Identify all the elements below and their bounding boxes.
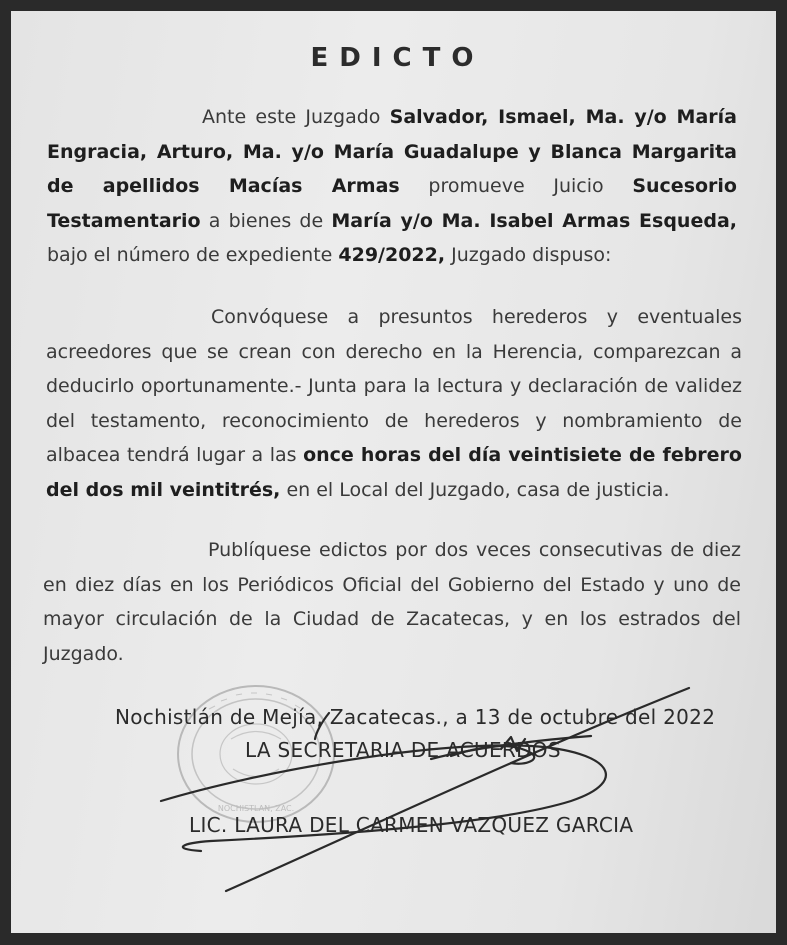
p1-text-4: bajo el número de expediente xyxy=(47,244,339,266)
p1-text-2: promueve Juicio xyxy=(399,175,633,197)
signatory-name: LIC. LAURA DEL CARMEN VAZQUEZ GARCIA xyxy=(189,813,634,837)
p1-case-number: 429/2022, xyxy=(338,244,446,266)
p2-text-2: en el Local del Juzgado, casa de justicia. xyxy=(280,478,670,501)
stamp-text: NOCHISTLAN, ZAC. xyxy=(217,804,295,813)
paragraph-summons xyxy=(46,300,742,507)
p1-trial-type: Sucesorio Testamentario xyxy=(47,175,737,232)
paragraph-publication xyxy=(43,533,741,671)
place-and-date: Nochistlán de Mejía, Zacatecas., a 13 de octubre del 2022 xyxy=(115,705,716,729)
p1-text-5: Juzgado dispuso: xyxy=(445,244,612,266)
p2-text-1: Convóquese a presuntos herederos y eventuales acreedores que se crean con derecho en la Herencia, comparezcan a deducirlo oportunamente.- Junta para la lectura y declaración de validez del testamento, reconocimiento de herederos y nombramiento de albacea tendrá lugar a las xyxy=(46,306,742,466)
p1-deceased-name: María y/o Ma. Isabel Armas Esqueda, xyxy=(331,209,737,232)
p1-text-3: a bienes de xyxy=(200,209,332,232)
paragraph-petition xyxy=(47,100,737,273)
signatory-role: LA SECRETARIA DE ACUERDOS xyxy=(245,738,561,762)
p1-petitioners: Salvador, Ismael, Ma. y/o María Engracia, Arturo, Ma. y/o María Guadalupe y Blanca Margarita de apellidos Macías Armas xyxy=(47,106,737,197)
p3-text-1: Publíquese edictos por dos veces consecutivas de diez en diez días en los Periódicos Oficial del Gobierno del Estado y uno de mayor circulación de la Ciudad de Zacatecas, y en los estrados del Juzgado. xyxy=(43,539,741,665)
p1-text-1: Ante este Juzgado xyxy=(202,106,390,128)
p2-hearing-date: once horas del día veintisiete de febrero del dos mil veintitrés, xyxy=(46,444,742,501)
edict-document xyxy=(11,11,776,933)
document-title: EDICTO xyxy=(310,43,485,73)
